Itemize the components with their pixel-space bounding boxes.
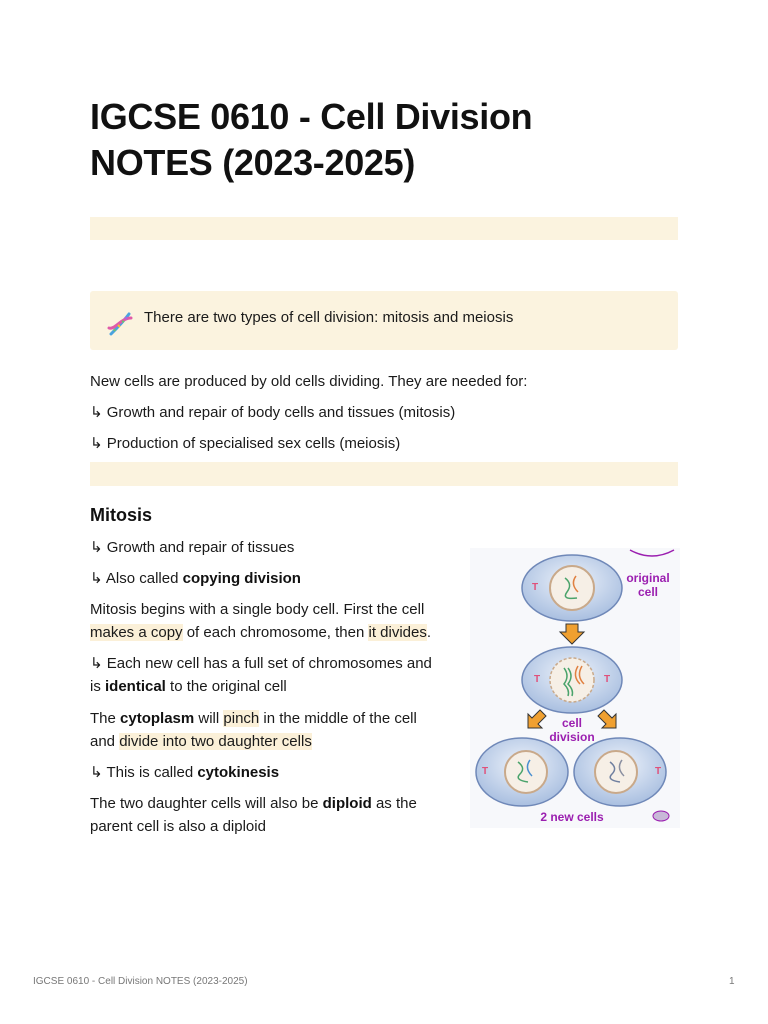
copying-division-term: copying division xyxy=(182,570,301,587)
mitosis-heading: Mitosis xyxy=(90,505,153,525)
mitosis-para-diploid: The two daughter cells will also be diploid as the parent cell is also a diploid xyxy=(90,795,417,835)
mitosis-para-full-set: ↳ Each new cell has a full set of chromosomes and is identical to the original cell xyxy=(90,655,432,695)
daughter-cell-left xyxy=(476,738,568,806)
title-line-1: IGCSE 0610 - Cell Division xyxy=(90,96,533,137)
mitosis-para-cytoplasm: The cytoplasm will pinch in the middle of the cell and divide into two daughter cells xyxy=(90,710,417,750)
highlight-it-divides: it divides xyxy=(368,624,427,641)
mitosis-bullet-growth: ↳ Growth and repair of tissues xyxy=(90,539,295,556)
dna-icon xyxy=(105,308,135,338)
mitosis-para-begins: Mitosis begins with a single body cell. First the cell makes a copy of each chromosome, then it divides. xyxy=(90,601,432,641)
diploid-term: diploid xyxy=(322,795,372,812)
page-title xyxy=(90,94,690,186)
intro-line: New cells are produced by old cells dividing. They are needed for: xyxy=(90,373,528,390)
svg-text:T: T xyxy=(532,582,539,593)
identical-term: identical xyxy=(105,678,166,695)
mitosis-bullet-copying: ↳ Also called copying division xyxy=(90,570,301,587)
highlight-makes-copy: makes a copy xyxy=(90,624,183,641)
cytokinesis-term: cytokinesis xyxy=(197,764,280,781)
original-cell xyxy=(522,555,622,621)
label-original-2: cell xyxy=(637,585,659,599)
svg-text:T: T xyxy=(482,766,489,777)
highlight-pinch: pinch xyxy=(223,710,260,727)
label-original-1: original xyxy=(626,571,670,585)
cytoplasm-term: cytoplasm xyxy=(120,710,195,727)
callout-box xyxy=(90,291,678,350)
label-new-cells: 2 new cells xyxy=(540,810,604,824)
mitosis-bullet-cytokinesis: ↳ This is called cytokinesis xyxy=(90,764,280,781)
page-number: 1 xyxy=(729,976,735,987)
footer-title: IGCSE 0610 - Cell Division NOTES (2023-2025) xyxy=(33,976,248,987)
intro-bullet-meiosis: ↳ Production of specialised sex cells (meiosis) xyxy=(90,435,401,452)
title-line-2: NOTES (2023-2025) xyxy=(90,142,416,183)
daughter-cell-right xyxy=(574,738,666,806)
highlight-divide: divide into two daughter cells xyxy=(119,733,312,750)
svg-text:T: T xyxy=(604,674,611,685)
highlight-bar xyxy=(90,462,678,486)
label-division-2: division xyxy=(549,730,595,744)
intro-bullet-mitosis: ↳ Growth and repair of body cells and tissues (mitosis) xyxy=(90,404,456,421)
dividing-cell xyxy=(522,647,622,713)
svg-text:T: T xyxy=(534,674,541,685)
small-logo-icon xyxy=(653,811,669,821)
label-division-1: cell xyxy=(561,716,583,730)
cell-division-diagram xyxy=(470,548,680,828)
svg-text:T: T xyxy=(655,766,662,777)
highlight-bar xyxy=(90,217,678,240)
callout-text: There are two types of cell division: mitosis and meiosis xyxy=(144,309,514,326)
